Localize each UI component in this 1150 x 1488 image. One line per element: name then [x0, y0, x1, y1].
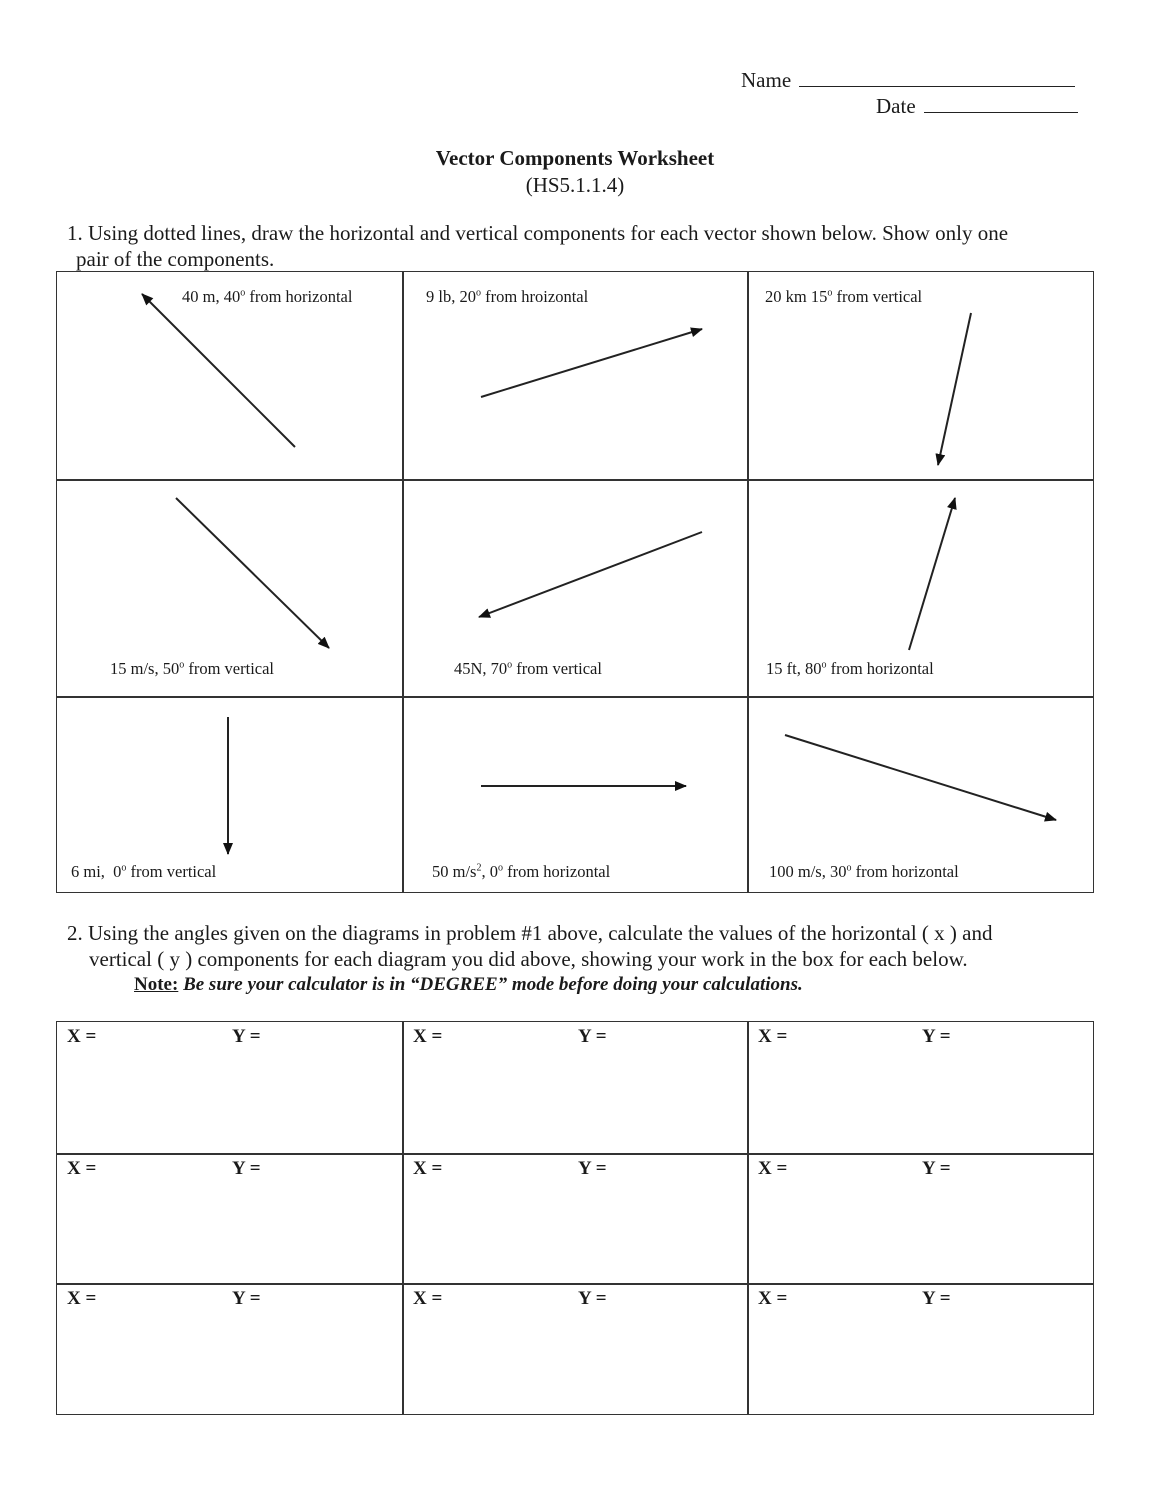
x-answer-label: X = — [67, 1026, 97, 1047]
vector-label: 15 ft, 80$^o$ from horizontal — [766, 659, 934, 678]
x-answer-label: X = — [758, 1288, 788, 1309]
note-heading: Note: — [134, 974, 179, 995]
note-text: Be sure your calculator is in “DEGREE” mode before doing your calculations. — [178, 974, 803, 995]
vector-arrow — [479, 532, 702, 617]
y-answer-label: Y = — [578, 1158, 607, 1179]
grid-divider — [402, 1021, 404, 1415]
y-answer-label: Y = — [578, 1288, 607, 1309]
vector-arrow — [938, 313, 971, 465]
vector-arrow — [142, 294, 295, 447]
x-answer-label: X = — [413, 1288, 443, 1309]
question-1-line2: pair of the components. — [76, 247, 275, 271]
question-2-line2: vertical ( y ) components for each diagram you did above, showing your work in the box for each below. — [89, 947, 968, 971]
grid-divider — [747, 1021, 749, 1415]
vector-arrow — [909, 498, 955, 650]
x-answer-label: X = — [758, 1026, 788, 1047]
y-answer-label: Y = — [232, 1158, 261, 1179]
question-2-line1: 2. Using the angles given on the diagrams in problem #1 above, calculate the values of the horizontal ( x ) and — [67, 921, 993, 945]
y-answer-label: Y = — [232, 1288, 261, 1309]
question-2 — [67, 920, 1107, 998]
grid-divider — [56, 1153, 1094, 1155]
question-2-note — [67, 972, 1107, 998]
date-label: Date — [876, 94, 916, 118]
worksheet-code: (HS5.1.1.4) — [525, 173, 625, 197]
vector-label: 100 m/s, 30$^o$ from horizontal — [769, 862, 959, 881]
x-answer-label: X = — [758, 1158, 788, 1179]
y-answer-label: Y = — [922, 1288, 951, 1309]
x-answer-label: X = — [413, 1026, 443, 1047]
grid-divider — [56, 1283, 1094, 1285]
vector-label: 6 mi, 0$^o$ from vertical — [71, 862, 217, 881]
vector-label: 15 m/s, 50$^o$ from vertical — [110, 659, 275, 678]
name-label: Name — [741, 68, 792, 92]
vector-label: 50 $m/s^2$, 0$^o$ from horizontal — [432, 862, 611, 881]
x-answer-label: X = — [413, 1158, 443, 1179]
x-answer-label: X = — [67, 1288, 97, 1309]
worksheet-title: Vector Components Worksheet — [435, 146, 715, 170]
vector-arrow — [176, 498, 329, 648]
y-answer-label: Y = — [232, 1026, 261, 1047]
y-answer-label: Y = — [578, 1026, 607, 1047]
vector-label: 45N, 70$^o$ from vertical — [454, 659, 602, 678]
question-1-line1: 1. Using dotted lines, draw the horizontal and vertical components for each vector shown below. Show only one — [67, 221, 1009, 245]
vector-label: 20 km 15$^o$ from vertical — [765, 287, 923, 306]
x-answer-label: X = — [67, 1158, 97, 1179]
y-answer-label: Y = — [922, 1158, 951, 1179]
vector-arrow — [481, 329, 702, 397]
vector-arrow — [785, 735, 1056, 820]
vector-label: 9 lb, 20$^o$ from hroizontal — [426, 287, 589, 306]
answer-grid — [56, 1021, 1094, 1415]
y-answer-label: Y = — [922, 1026, 951, 1047]
vector-label: 40 m, 40$^o$ from horizontal — [182, 287, 353, 306]
